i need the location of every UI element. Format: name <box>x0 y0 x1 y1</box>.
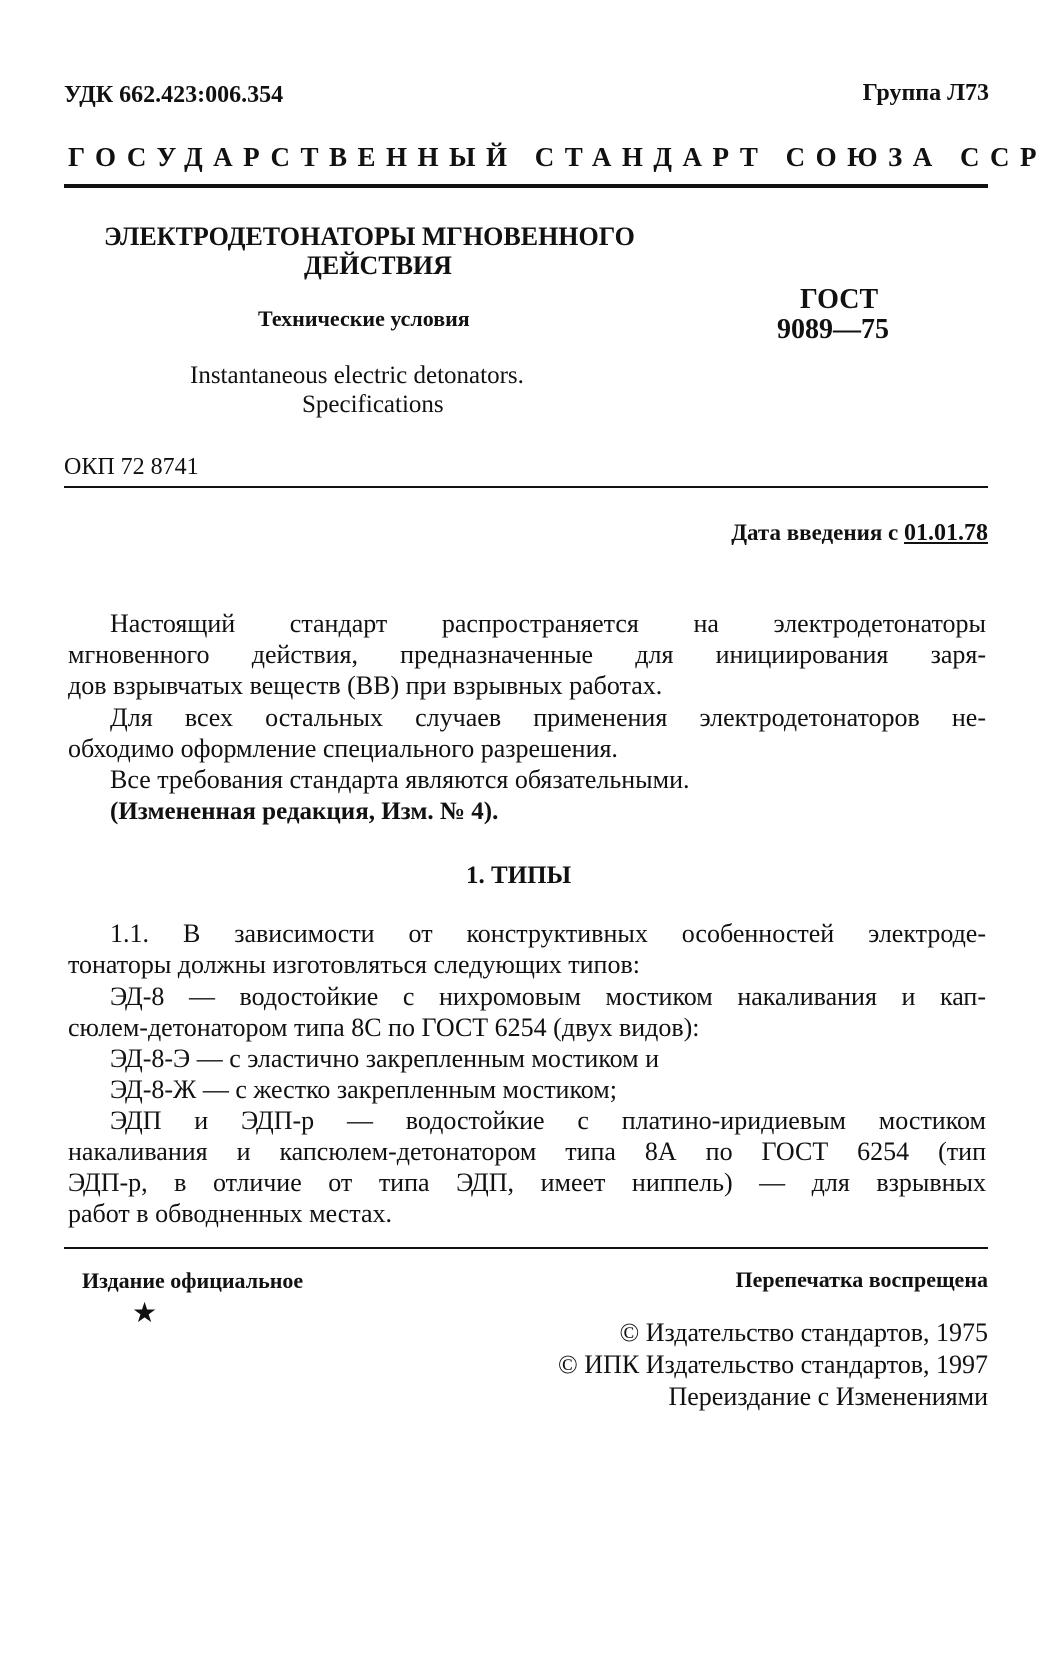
udk-code: УДК 662.423:006.354 <box>64 82 284 108</box>
english-title-line-1: Instantaneous electric detonators. <box>190 362 524 389</box>
section-1-paragraph-5 <box>68 1105 986 1229</box>
section-1-paragraph-4 <box>68 1074 986 1105</box>
section-1-paragraph-3 <box>68 1043 986 1074</box>
okp-rule <box>64 486 988 488</box>
section-1-heading: 1. ТИПЫ <box>466 862 572 889</box>
star-icon: ★ <box>132 1298 158 1329</box>
text-line: ЭДП и ЭДП-р — водостойкие с платино-иридиевым мостиком <box>110 1106 986 1135</box>
introduction-date-value: 01.01.78 <box>904 520 988 546</box>
text-line: сюлем-детонатором типа 8С по ГОСТ 6254 (двух видов): <box>68 1013 700 1042</box>
text-line: работ в обводненных местах. <box>68 1199 393 1228</box>
group-code: Группа Л73 <box>862 80 989 106</box>
reprint-prohibited: Перепечатка воспрещена <box>735 1267 988 1292</box>
text-line: ЭД-8 — водостойкие с нихромовым мостиком накаливания и кап- <box>110 982 986 1011</box>
title-line-2: ДЕЙСТВИЯ <box>304 251 452 280</box>
title-line-1: ЭЛЕКТРОДЕТОНАТОРЫ МГНОВЕННОГО <box>104 222 635 251</box>
text-line: ЭД-8-Э — с эластично закрепленным мостиком и <box>110 1044 660 1073</box>
text-line: накаливания и капсюлем-детонатором типа 8А по ГОСТ 6254 (тип <box>68 1137 986 1166</box>
amendment-note <box>68 796 986 827</box>
header-rule <box>64 184 988 188</box>
gost-number: 9089—75 <box>777 314 889 345</box>
reissue-note: Переиздание с Изменениями <box>668 1382 988 1411</box>
intro-paragraph-2 <box>68 702 986 764</box>
footer-rule <box>64 1247 988 1249</box>
gost-label: ГОСТ <box>800 284 879 315</box>
text-line: Настоящий стандарт распространяется на электродетонаторы <box>110 609 986 638</box>
section-1-paragraph-2 <box>68 981 986 1043</box>
subtitle: Технические условия <box>258 306 470 331</box>
text-line: обходимо оформление специального разрешения. <box>68 734 618 763</box>
okp-code: ОКП 72 8741 <box>64 454 199 480</box>
copyright-1997: © ИПК Издательство стандартов, 1997 <box>558 1350 988 1379</box>
text-line: Все требования стандарта являются обязательными. <box>110 765 690 794</box>
introduction-date <box>731 520 988 547</box>
text-line: (Измененная редакция, Изм. № 4). <box>110 798 499 825</box>
intro-paragraph-1 <box>68 608 986 701</box>
intro-paragraph-3 <box>68 764 986 795</box>
introduction-date-label: Дата введения с <box>731 520 904 545</box>
text-line: Для всех остальных случаев применения электродетонаторов не- <box>110 703 986 732</box>
text-line: тонаторы должны изготовляться следующих типов: <box>68 950 640 979</box>
text-line: мгновенного действия, предназначенные для инициирования заря- <box>68 640 986 669</box>
text-line: 1.1. В зависимости от конструктивных особенностей электроде- <box>110 919 986 948</box>
text-line: ЭДП-р, в отличие от типа ЭДП, имеет ниппель) — для взрывных <box>68 1168 986 1197</box>
state-standard-heading: ГОСУДАРСТВЕННЫЙ СТАНДАРТ СОЮЗА ССР <box>68 142 1047 172</box>
official-edition: Издание официальное <box>82 1268 304 1293</box>
text-line: ЭД-8-Ж — с жестко закрепленным мостиком; <box>110 1075 617 1104</box>
english-title-line-2: Specifications <box>302 391 444 418</box>
text-line: дов взрывчатых веществ (ВВ) при взрывных работах. <box>68 671 663 700</box>
copyright-1975: © Издательство стандартов, 1975 <box>619 1318 988 1347</box>
section-1-paragraph-1 <box>68 918 986 980</box>
